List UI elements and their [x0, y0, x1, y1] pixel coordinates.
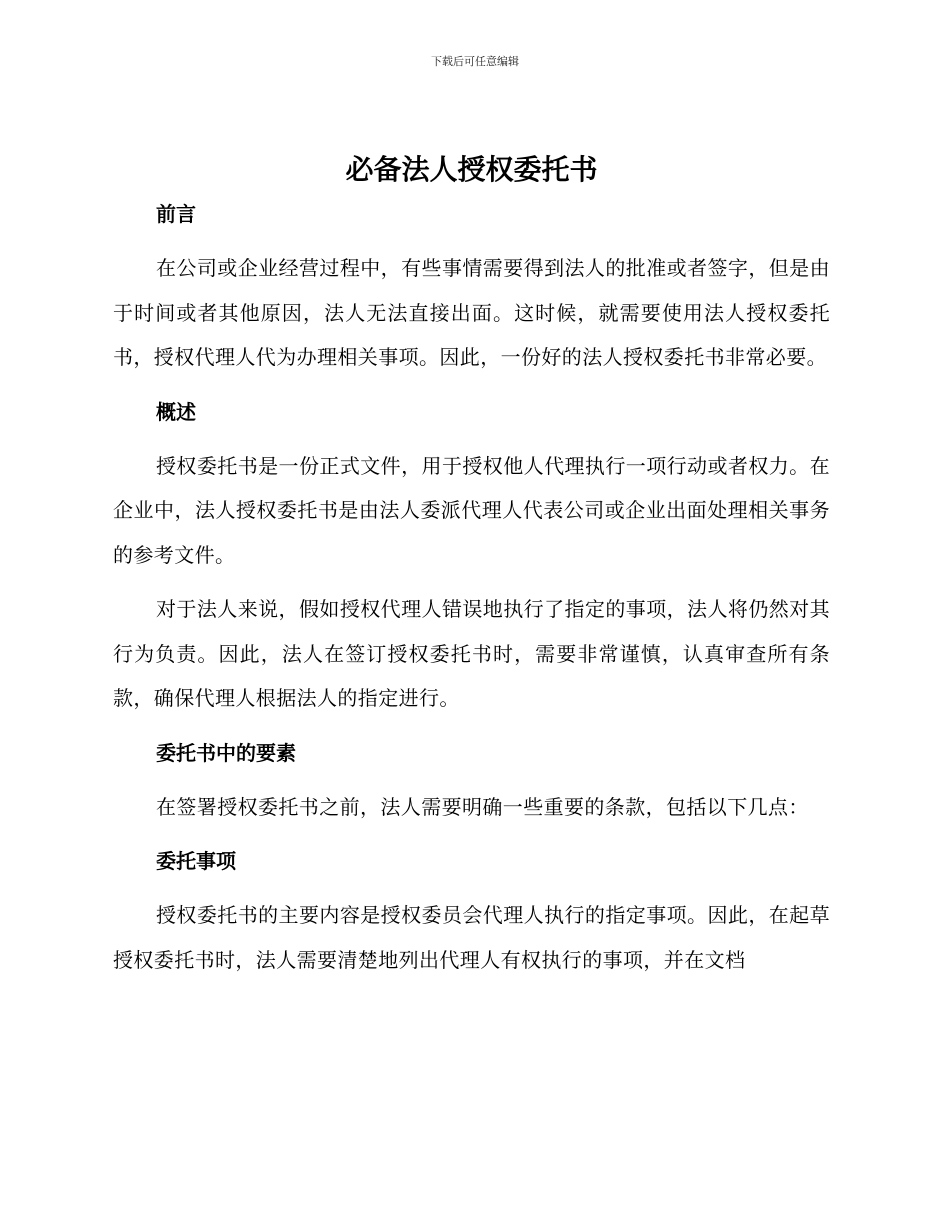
overview-paragraph-2: 对于法人来说，假如授权代理人错误地执行了指定的事项，法人将仍然对其行为负责。因此，法人在签订授权委托书时，需要非常谨慎，认真审查所有条款，确保代理人根据法人的指定进行。: [113, 597, 830, 710]
section-heading-matters: 委托事项: [156, 849, 236, 873]
document-body: [113, 148, 830, 982]
preface-paragraph: 在公司或企业经营过程中，有些事情需要得到法人的批准或者签字，但是由于时间或者其他原因，法人无法直接出面。这时候，就需要使用法人授权委托书，授权代理人代为办理相关事项。因此，一份好的法人授权委托书非常必要。: [113, 256, 830, 369]
matters-paragraph: 授权委托书的主要内容是授权委员会代理人执行的指定事项。因此，在起草授权委托书时，法人需要清楚地列出代理人有权执行的事项，并在文档: [113, 903, 830, 972]
page-header-note: 下载后可任意编辑: [431, 55, 519, 68]
overview-paragraph-1: 授权委托书是一份正式文件，用于授权他人代理执行一项行动或者权力。在企业中，法人授权委托书是由法人委派代理人代表公司或企业出面处理相关事务的参考文件。: [113, 453, 830, 567]
document-title: 必备法人授权委托书: [345, 153, 598, 186]
section-heading-preface: 前言: [156, 202, 196, 226]
section-heading-overview: 概述: [156, 399, 196, 424]
section-heading-elements: 委托书中的要素: [156, 740, 296, 765]
elements-paragraph: 在签署授权委托书之前，法人需要明确一些重要的条款，包括以下几点：: [156, 794, 809, 819]
